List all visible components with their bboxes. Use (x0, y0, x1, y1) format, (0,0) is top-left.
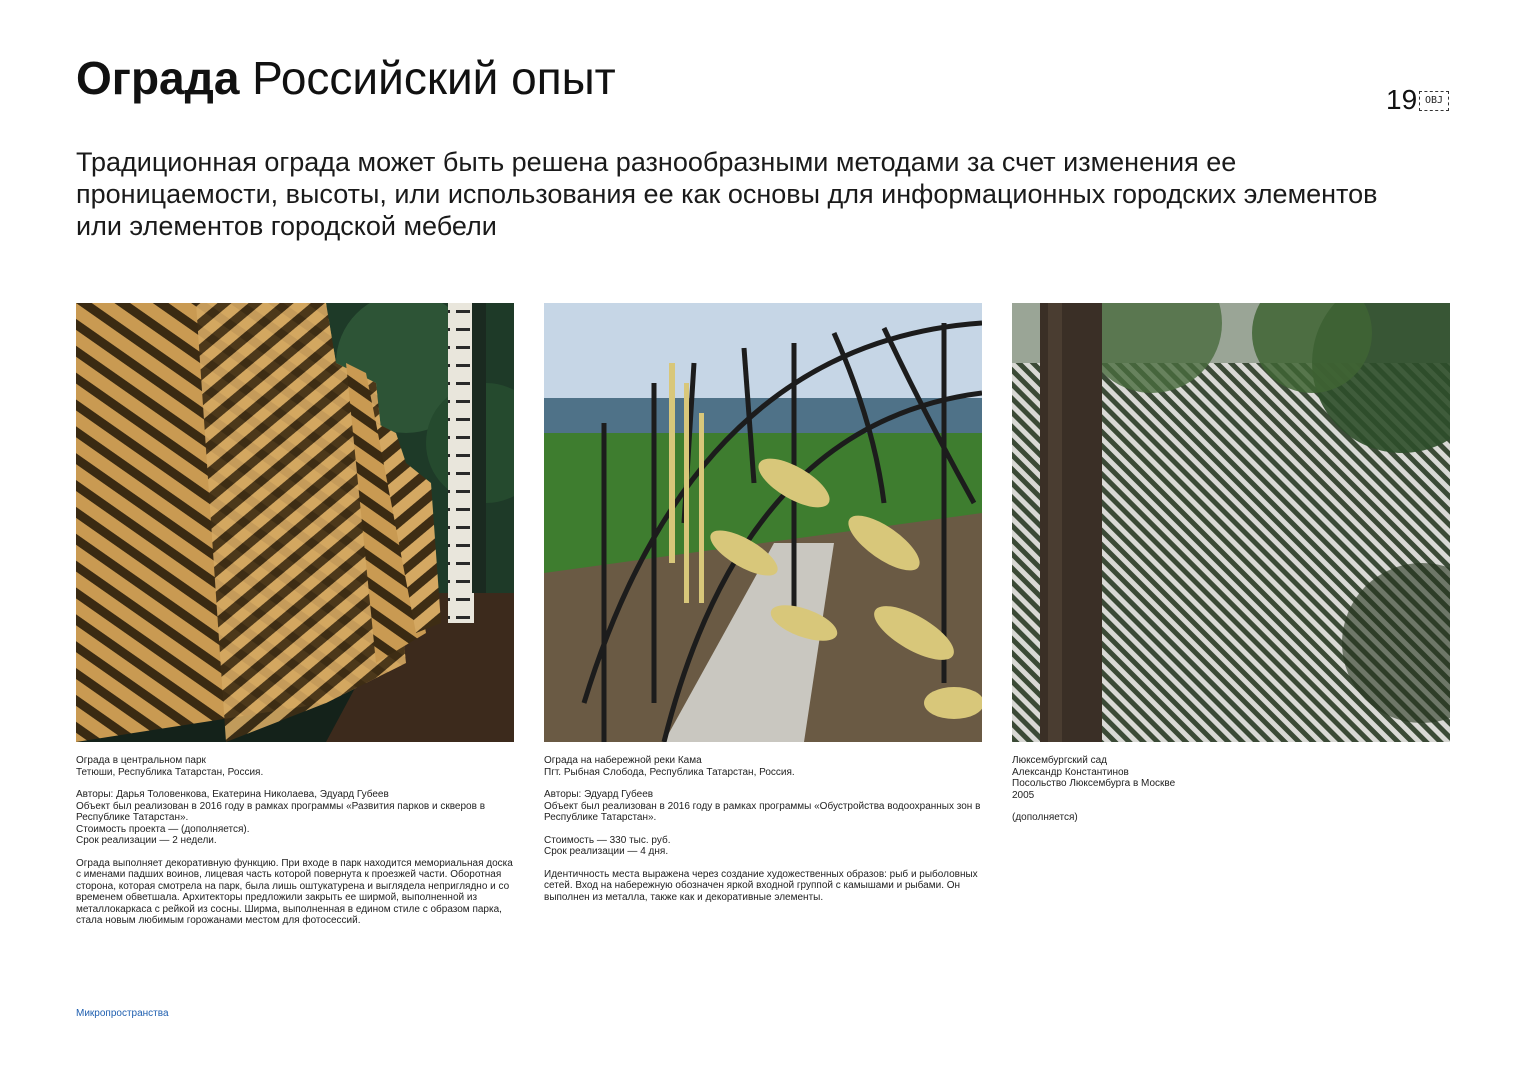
caption-line: Пгт. Рыбная Слобода, Республика Татарстан, Россия. (544, 766, 795, 778)
caption-line: Срок реализации — 2 недели. (76, 835, 217, 846)
caption-line: Объект был реализован в 2016 году в рамках программы «Развития парков и скверов в Республике Татарстан». (76, 800, 486, 823)
caption-luxembourg-garden (1012, 755, 1450, 824)
caption-line: Ограда на набережной реки Кама (544, 755, 702, 766)
caption-line: 2005 (1012, 789, 1035, 801)
caption-line: Люксембургский сад (1012, 755, 1107, 766)
card-rybnaya-sloboda (544, 303, 982, 903)
caption-line: Авторы: Дарья Толовенкова, Екатерина Николаева, Эдуард Губеев (76, 789, 389, 800)
page-number: 19 (1386, 84, 1418, 115)
caption-line: Авторы: Эдуард Губеев (544, 789, 654, 800)
caption-line: (дополняется) (1012, 812, 1078, 823)
photo-perforated-screen (1012, 303, 1450, 742)
card-tetyushi (76, 303, 514, 927)
photo-metal-fish-fence (544, 303, 982, 742)
caption-line: Посольство Люксембурга в Москве (1012, 778, 1176, 789)
page-title-bold: Ограда (76, 52, 240, 104)
photo-wooden-fence (76, 303, 514, 742)
card-luxembourg-garden (1012, 303, 1450, 824)
footer-section-link[interactable]: Микропространства (76, 1008, 169, 1019)
page-title-rest: Российский опыт (239, 52, 616, 104)
caption-rybnaya-sloboda (544, 755, 982, 903)
caption-line: Ограда выполняет декоративную функцию. При входе в парк находится мемориальная доска с именами падших воинов, лицевая часть которой повернута к проезжей части. Оборотная сторона, которая смотрела на парк, была лишь оштукатурена и выглядела неприглядно и со временем обветшала. Архитекторы предложили закрыть ее ширмой, выполненной из металлокаркаса с рейкой из сосны. Ширма, выполненная в едином стиле с образом парка, стала новым любимым горожанами местом для фотосессий. (76, 857, 513, 926)
caption-tetyushi (76, 755, 514, 927)
page-title (76, 50, 616, 106)
object-placeholder-icon: OBJ (1419, 91, 1449, 111)
caption-line: Объект был реализован в 2016 году в рамках программы «Обустройства водоохранных зон в Республике Татарстан». (544, 800, 981, 823)
caption-line: Срок реализации — 4 дня. (544, 846, 669, 857)
caption-line: Стоимость — 330 тыс. руб. (544, 834, 671, 846)
lead-paragraph: Традиционная ограда может быть решена разнообразными методами за счет изменения ее проницаемости, высоты, или использования ее как основы для информационных городских элементов или элементов городской мебели (76, 147, 1378, 241)
caption-line: Ограда в центральном парк (76, 755, 206, 766)
caption-line: Тетюши, Республика Татарстан, Россия. (76, 766, 264, 778)
caption-line: Стоимость проекта — (дополняется). (76, 823, 250, 835)
caption-line: Идентичность места выражена через создание художественных образов: рыб и рыболовных сетей. Вход на набережную обозначен яркой входной группой с камышами и рыбами. Он выполнен из металла, также как и декоративные элементы. (544, 868, 978, 903)
caption-line: Александр Константинов (1012, 766, 1129, 778)
